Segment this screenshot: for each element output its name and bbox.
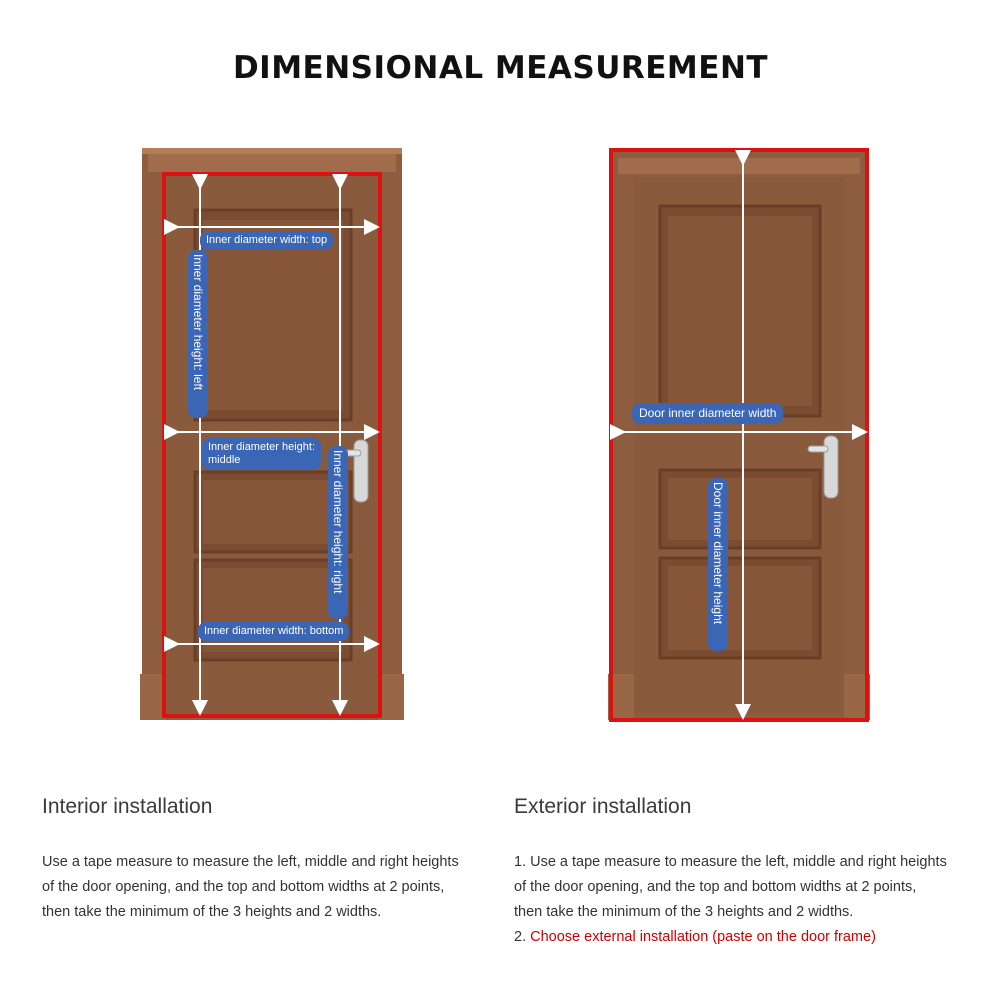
interior-line: then take the minimum of the 3 heights and 2 widths. [42, 904, 382, 920]
step2-highlight: Choose external installation (paste on the door frame) [530, 929, 876, 945]
exterior-step-2 [514, 925, 994, 950]
interior-line: of the door opening, and the top and bottom widths at 2 points, [42, 879, 445, 895]
exterior-line: then take the minimum of the 3 heights and 2 widths. [514, 904, 854, 920]
exterior-door-illustration [608, 140, 878, 730]
exterior-heading: Exterior installation [514, 795, 692, 818]
interior-heading: Interior installation [42, 795, 213, 818]
label-width-bottom: Inner diameter width: bottom [198, 622, 349, 641]
label-door-width: Door inner diameter width [632, 403, 783, 424]
interior-door-illustration [140, 140, 410, 730]
label-height-middle: Inner diameter height: middle [202, 438, 321, 470]
exterior-door-figure [608, 140, 878, 730]
page-title: DIMENSIONAL MEASUREMENT [232, 50, 769, 86]
exterior-instructions [514, 850, 994, 950]
label-door-height: Door inner diameter height [708, 478, 728, 651]
step2-prefix: 2. [514, 929, 531, 945]
exterior-line: 1. Use a tape measure to measure the left, middle and right heights [514, 854, 947, 870]
interior-instructions [42, 850, 512, 925]
interior-door-figure [140, 140, 410, 730]
label-width-top: Inner diameter width: top [200, 231, 333, 250]
label-height-left: Inner diameter height: left [188, 250, 208, 418]
exterior-line: of the door opening, and the top and bottom widths at 2 points, [514, 879, 917, 895]
interior-line: Use a tape measure to measure the left, middle and right heights [42, 854, 459, 870]
label-height-right: Inner diameter height: right [328, 446, 348, 619]
